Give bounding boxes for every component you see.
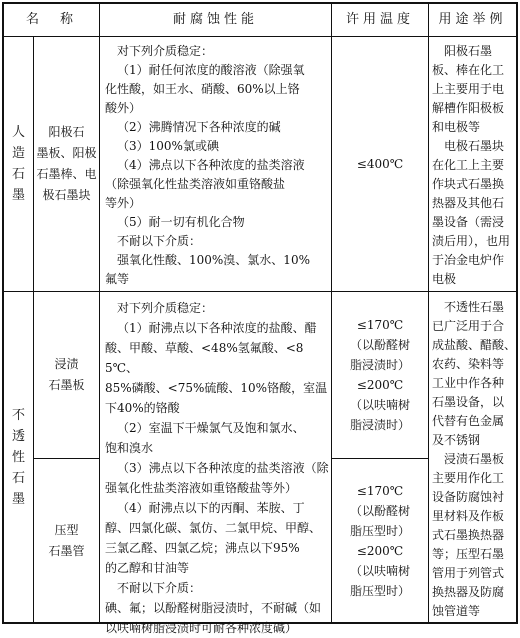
subname-impregnated-graphite-plate: 浸渍 石墨板	[48, 357, 85, 392]
subname-anode-graphite: 阳极石 墨板、阳极 石墨棒、电 极石墨块	[36, 125, 97, 202]
border-right	[516, 2, 518, 624]
group-name-impermeable-graphite: 不透性石墨	[11, 407, 25, 507]
temp-impregnated-graphite-plate: ≤170℃ （以酚醛树 脂浸渍时） ≤200℃ （以呋喃树 脂浸渍时）	[349, 318, 410, 432]
use-artificial-graphite: 阳极石墨 板、棒在化工 上主要用于电 解槽作阳极板 和电极等 电极石墨块 在化工上主要 作块式石墨换 热器及其他石 墨设备（需浸 渍后用），也用 于冶金电炉作 电极	[432, 44, 511, 286]
temp-artificial-graphite: ≤400℃	[356, 157, 404, 171]
header-name: 名 称	[25, 12, 77, 27]
props-impermeable-graphite: 对下列介质稳定： （1）耐沸点以下各种浓度的盐酸、醋 酸、甲酸、草酸、<48%氢氟酸、<85℃、 85%磷酸、<75%硫酸、10%铬酸，室温 下40%的铬酸 （2）室温下干燥氯气及饱和氯水、 饱和溴水 （3）沸点以下各种浓度的盐类溶液（除 强氧化性盐类溶液如重铬酸盐等外） （4）耐沸点以下的丙酮、苯胺、丁 醇、四氯化碳、氯仿、二氯甲烷、甲醇、 三氯乙醛、四氯乙烷；沸点以下95% 的乙醇和甘油等 不耐以下介质： 碘、氟；以酚醛树脂浸渍时，不耐碱（如 以呋喃树脂浸渍时可耐各种浓度碱）	[105, 301, 329, 635]
header-usage-examples: 用途举例	[438, 12, 507, 27]
subname-pressed-graphite-tube: 压型 石墨管	[48, 522, 85, 558]
col-divider-4	[428, 2, 429, 622]
header-allowed-temperature: 许用温度	[345, 12, 414, 27]
header-corrosion-resistance: 耐腐蚀性能	[172, 12, 258, 27]
group-name-artificial-graphite: 人造石墨	[11, 125, 25, 203]
use-impermeable-graphite: 不透性石墨 已广泛用于合 成盐酸、醋酸、 农药、染料等 工业中作各种 石墨设备，以 代替有色金属 及不锈钢 浸渍石墨板 主要用作化工 设备防腐蚀衬 里材料及作板 式石墨换热器 等；压型石墨 管用于列管式 换热器及防腐 蚀管道等	[432, 300, 517, 618]
props-artificial-graphite: 对下列介质稳定： （1）耐任何浓度的酸溶液（除强氧 化性酸，如王水、硝酸、60%以上铬 酸外） （2）沸腾情况下各种浓度的碱 （3）100%氯或碘 （4）沸点以下各种浓度的盐类溶液 （除强氧化性盐类溶液如重铬酸盐 等外） （5）耐一切有机化合物 不耐以下介质： 强氧化性酸、100%溴、氯水、10% 氟等	[105, 44, 310, 286]
col-divider-2	[99, 2, 100, 622]
temp-pressed-graphite-tube: ≤170℃ （以酚醛树 脂压型时） ≤200℃ （以呋喃树 脂压型时）	[349, 483, 410, 598]
